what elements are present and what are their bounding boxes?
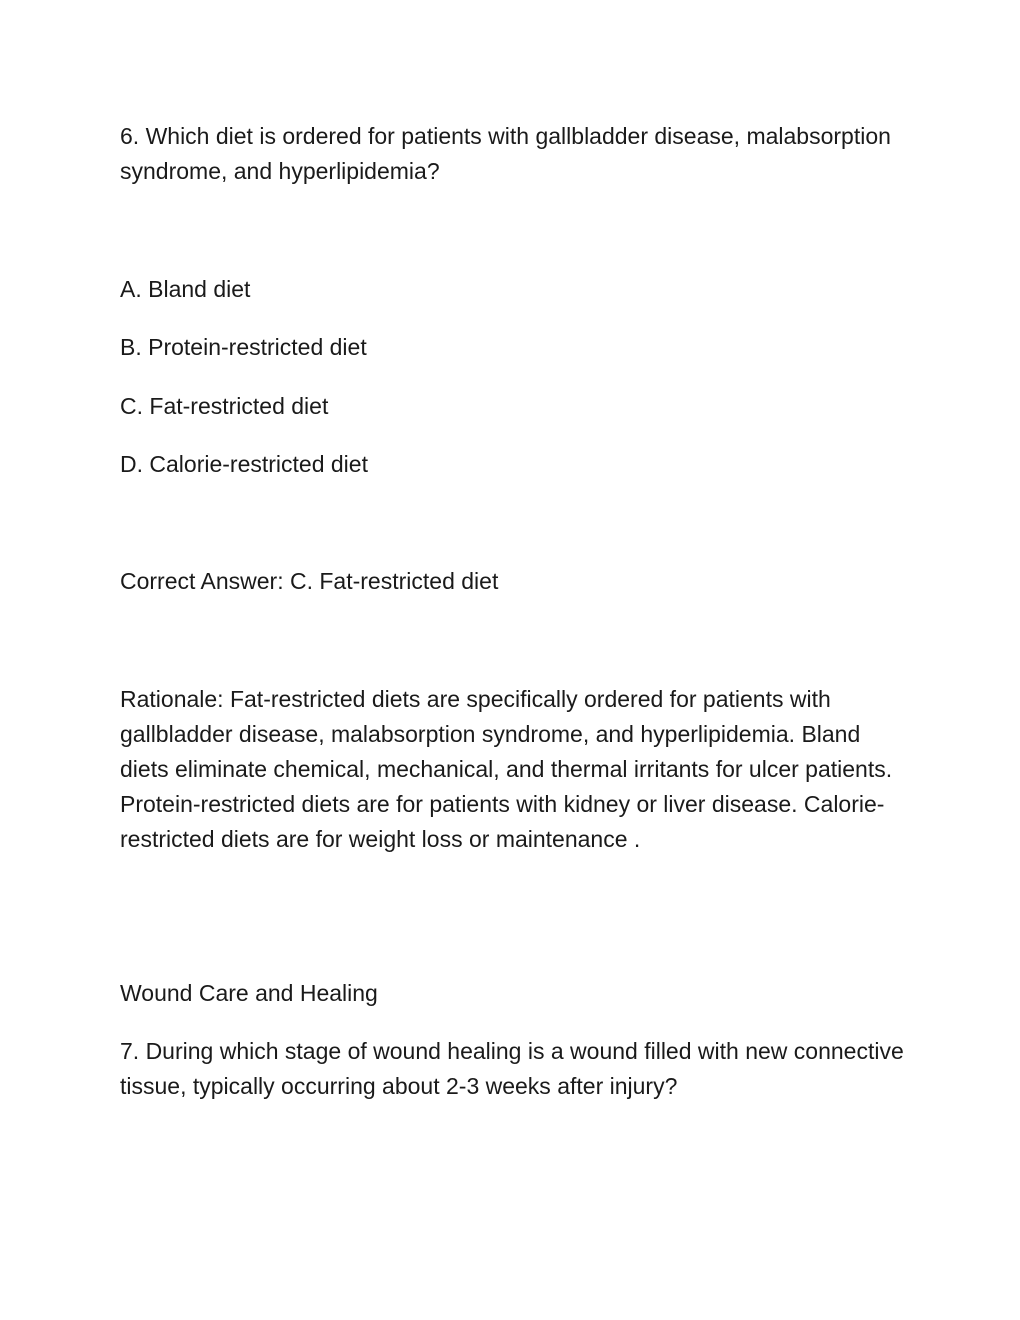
section-heading: Wound Care and Healing bbox=[120, 980, 378, 1006]
rationale-paragraph: Rationale: Fat-restricted diets are specifically ordered for patients with gallbladder disease, malabsorption syndrome, and hyperlipidemia. Bland diets eliminate chemical, mechanical, and thermal irritants for ulcer patients. Protein-restricted diets are for patients with kidney or liver disease. Calorie-restricted diets are for weight loss or maintenance . bbox=[120, 686, 899, 852]
option-d: D. Calorie-restricted diet bbox=[120, 451, 368, 477]
correct-answer: Correct Answer: C. Fat-restricted diet bbox=[120, 568, 499, 594]
option-b: B. Protein-restricted diet bbox=[120, 334, 367, 360]
question-6-text: 6. Which diet is ordered for patients with gallbladder disease, malabsorption syndrome, and hyperlipidemia? bbox=[120, 123, 898, 184]
option-a: A. Bland diet bbox=[120, 276, 251, 302]
question-7-text: 7. During which stage of wound healing is a wound filled with new connective tissue, typically occurring about 2-3 weeks after injury? bbox=[120, 1038, 911, 1099]
option-c: C. Fat-restricted diet bbox=[120, 393, 329, 419]
